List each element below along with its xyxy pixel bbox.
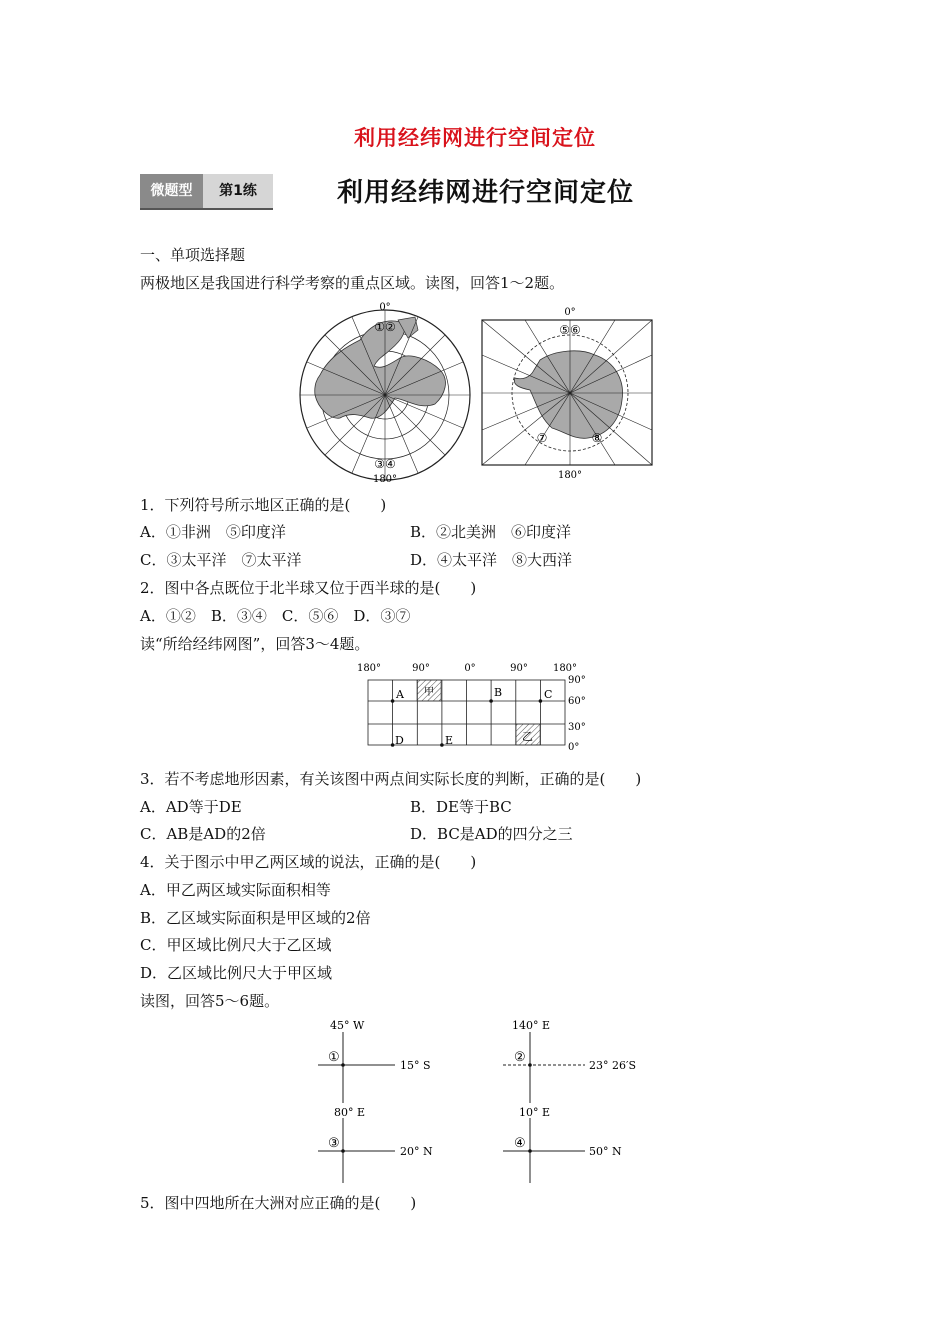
antarctic-mark-7: ⑦: [536, 431, 548, 445]
q2-options: A．①② B．③④ C．⑤⑥ D．③⑦: [140, 607, 411, 625]
q4-option-a: A．甲乙两区域实际面积相等: [140, 881, 331, 899]
cross-4-lon: 10° E: [519, 1106, 551, 1119]
cross-2: [503, 1019, 636, 1103]
red-title: 利用经纬网进行空间定位: [354, 126, 596, 150]
page-title: 利用经纬网进行空间定位: [337, 178, 635, 208]
cross-3-mark: ③: [328, 1136, 340, 1151]
label-jia: 甲: [424, 687, 434, 698]
cross-1-lat: 15° S: [400, 1059, 431, 1072]
lon-label: 90°: [412, 663, 430, 674]
banner-underline: [140, 208, 273, 210]
lon-label: 90°: [510, 663, 528, 674]
label-c: C: [544, 688, 553, 701]
q2-stem: 2．图中各点既位于北半球又位于西半球的是( ): [140, 579, 477, 597]
q4-option-c: C．甲区域比例尺大于乙区域: [140, 936, 332, 954]
q1-stem: 1．下列符号所示地区正确的是( ): [140, 496, 387, 514]
q4-option-d: D．乙区域比例尺大于甲区域: [140, 964, 333, 982]
q4-option-b: B．乙区域实际面积是甲区域的2倍: [140, 909, 371, 927]
antarctic-marks-top: ⑤⑥: [559, 323, 581, 337]
q5-stem: 5．图中四地所在大洲对应正确的是( ): [140, 1194, 417, 1212]
cross-1-lon: 45° W: [330, 1019, 365, 1032]
q1-option-d: D．④太平洋 ⑧大西洋: [410, 551, 573, 569]
lon-label: 180°: [552, 663, 578, 674]
q1-option-b: B．②北美洲 ⑥印度洋: [410, 523, 572, 541]
cross-2-lon: 140° E: [512, 1019, 551, 1032]
arctic-top-label: 0°: [379, 302, 391, 313]
lat-label: 60°: [568, 696, 586, 707]
cross-4-mark: ④: [514, 1136, 526, 1151]
label-a: A: [396, 688, 404, 701]
lat-label: 30°: [568, 722, 586, 733]
label-yi: 乙: [522, 730, 533, 743]
antarctic-bottom-label: 180°: [557, 470, 583, 481]
antarctic-map: [482, 307, 652, 481]
q1-option-c: C．③太平洋 ⑦太平洋: [140, 551, 302, 569]
label-e: E: [445, 734, 454, 747]
q3-option-d: D．BC是AD的四分之三: [410, 825, 573, 843]
arctic-map: [300, 302, 470, 485]
point-b: [489, 699, 493, 703]
cross-1: [318, 1019, 431, 1103]
lon-label: 0°: [464, 663, 476, 674]
cross-3: [318, 1106, 433, 1183]
point-c: [539, 699, 543, 703]
label-d: D: [395, 734, 404, 747]
arctic-marks-top: ①②: [374, 320, 396, 334]
cross-4: [503, 1106, 622, 1183]
antarctic-top-label: 0°: [564, 307, 576, 318]
lat-label: 0°: [568, 742, 580, 753]
q4-stem: 4．关于图示中甲乙两区域的说法，正确的是( ): [140, 853, 477, 871]
intro-3-4: 读“所给经纬网图”，回答3～4题。: [140, 635, 370, 653]
point-d: [391, 743, 395, 747]
cross-3-lon: 80° E: [334, 1106, 366, 1119]
lat-label: 90°: [568, 675, 586, 686]
lon-labels: [357, 663, 577, 674]
q3-option-a: A．AD等于DE: [140, 798, 242, 816]
intro-5-6: 读图，回答5～6题。: [140, 992, 280, 1010]
section-heading: 一、单项选择题: [140, 246, 246, 264]
cross-4-lat: 50° N: [589, 1145, 622, 1158]
cross-2-lat: 23° 26′S: [589, 1059, 637, 1072]
lon-label: 180°: [356, 663, 382, 674]
point-e: [440, 743, 444, 747]
polar-maps-figure: [290, 300, 670, 485]
label-b: B: [494, 686, 503, 699]
cross-2-mark: ②: [514, 1050, 526, 1065]
tag-number: 第1练: [203, 174, 273, 208]
cross-1-mark: ①: [328, 1050, 340, 1065]
q3-stem: 3．若不考虑地形因素，有关该图中两点间实际长度的判断，正确的是( ): [140, 770, 642, 788]
arctic-marks-bottom: ③④: [374, 457, 396, 471]
q3-option-c: C．AB是AD的2倍: [140, 825, 266, 843]
graticule-figure: [355, 660, 595, 755]
coordinate-crosses-figure: [310, 1015, 650, 1190]
arctic-bottom-label: 180°: [372, 474, 398, 485]
cross-3-lat: 20° N: [400, 1145, 433, 1158]
tag-type: 微题型: [140, 174, 203, 208]
exercise-banner: [140, 174, 273, 208]
point-a: [391, 699, 395, 703]
q1-option-a: A．①非洲 ⑤印度洋: [140, 523, 286, 541]
antarctic-mark-8: ⑧: [591, 431, 603, 445]
intro-1-2: 两极地区是我国进行科学考察的重点区域。读图，回答1～2题。: [140, 274, 565, 292]
q3-option-b: B．DE等于BC: [410, 798, 512, 816]
